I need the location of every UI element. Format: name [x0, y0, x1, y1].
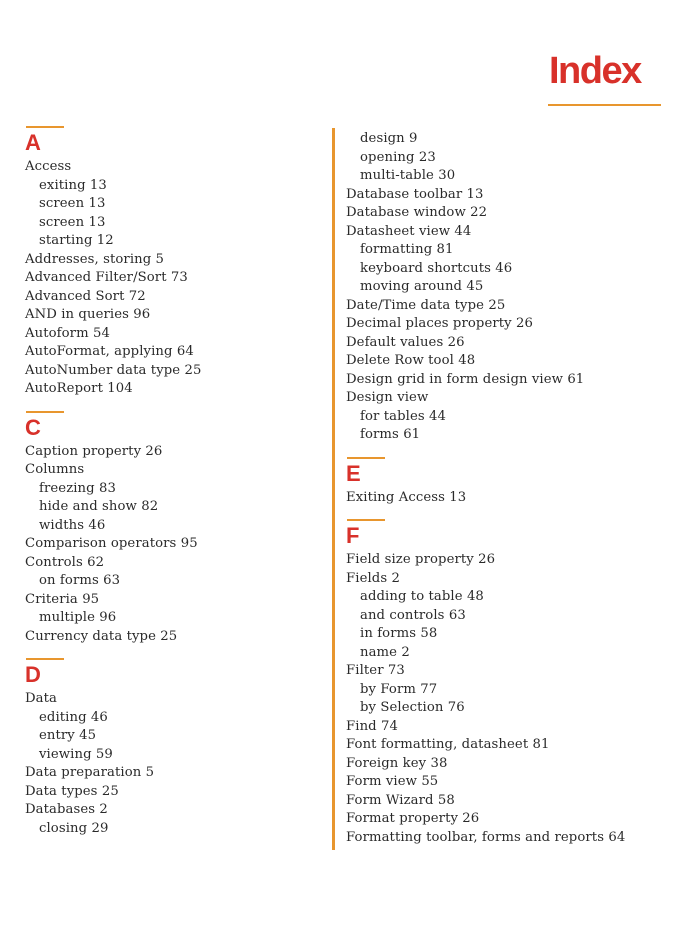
section-rule	[26, 658, 64, 660]
section-e	[346, 457, 666, 508]
index-entry: Advanced Sort 72	[25, 288, 146, 304]
index-entry: Addresses, storing 5	[25, 251, 165, 267]
index-subentry: multiple 96	[39, 610, 117, 625]
index-entry: Columns	[25, 462, 85, 477]
index-subentry: starting 12	[39, 233, 114, 248]
index-subentry: screen 13	[39, 196, 106, 211]
index-entry: AutoReport 104	[25, 381, 133, 396]
index-subentry: entry 45	[39, 728, 97, 743]
index-entry: AutoNumber data type 25	[25, 362, 202, 378]
index-entry: AND in queries 96	[25, 307, 151, 322]
index-entry: Foreign key 38	[346, 755, 448, 771]
index-subentry: on forms 63	[39, 573, 121, 588]
index-subentry: viewing 59	[39, 746, 113, 762]
index-entry: Exiting Access 13	[346, 489, 467, 505]
index-entry: Advanced Filter/Sort 73	[25, 270, 188, 285]
index-subentry: forms 61	[360, 427, 421, 442]
left-column	[25, 126, 315, 838]
index-entry: Font formatting, datasheet 81	[346, 737, 550, 752]
index-entry: Access	[25, 159, 72, 174]
index-entry: Fields 2	[346, 570, 400, 586]
index-entry: Data preparation 5	[25, 765, 155, 780]
section-d	[25, 658, 315, 838]
index-subentry: editing 46	[39, 709, 108, 725]
index-entry: Form view 55	[346, 774, 439, 789]
index-entry: Design grid in form design view 61	[346, 371, 585, 387]
index-subentry: formatting 81	[360, 242, 454, 257]
index-entry: Currency data type 25	[25, 628, 178, 644]
index-entry: Form Wizard 58	[346, 792, 455, 808]
title-underline	[548, 104, 661, 106]
index-entry: Decimal places property 26	[346, 316, 533, 331]
index-subentry: design 9	[360, 131, 418, 146]
index-entry: Criteria 95	[25, 591, 100, 607]
index-entry: Data	[25, 691, 57, 706]
index-entry: Formatting toolbar, forms and reports 64	[346, 829, 626, 845]
index-entry: Find 74	[346, 718, 398, 734]
section-rule	[347, 457, 385, 459]
index-entry: Format property 26	[346, 811, 480, 826]
index-entry: Delete Row tool 48	[346, 353, 476, 368]
index-entry: Default values 26	[346, 334, 465, 350]
right-column	[346, 130, 666, 847]
section-f	[346, 519, 666, 847]
index-entry: Databases 2	[25, 802, 108, 817]
index-entry: Autoform 54	[25, 325, 110, 341]
section-continued	[346, 130, 666, 445]
index-entry: AutoFormat, applying 64	[25, 344, 194, 359]
index-entry: Data types 25	[25, 783, 119, 799]
index-subentry: opening 23	[360, 149, 436, 165]
index-subentry: for tables 44	[360, 408, 446, 424]
index-subentry: moving around 45	[360, 279, 484, 294]
index-subentry: by Form 77	[360, 681, 438, 697]
index-entry: Datasheet view 44	[346, 223, 472, 239]
index-subentry: name 2	[360, 644, 410, 660]
index-subentry: closing 29	[39, 820, 109, 836]
index-entry: Database toolbar 13	[346, 186, 484, 202]
section-c	[25, 411, 315, 647]
page-title: Index	[549, 50, 641, 92]
index-subentry: by Selection 76	[360, 700, 465, 715]
index-entry: Design view	[346, 390, 429, 405]
index-subentry: multi-table 30	[360, 168, 456, 183]
index-entry: Date/Time data type 25	[346, 297, 506, 313]
section-letter: F	[346, 523, 360, 548]
index-entry: Caption property 26	[25, 443, 163, 459]
index-subentry: hide and show 82	[39, 499, 159, 514]
section-letter: C	[25, 414, 41, 440]
section-rule	[26, 411, 64, 413]
index-entry: Filter 73	[346, 663, 405, 678]
section-rule	[26, 126, 64, 128]
index-entry: Field size property 26	[346, 552, 496, 567]
section-letter: D	[25, 662, 41, 687]
index-subentry: in forms 58	[360, 626, 438, 641]
index-subentry: freezing 83	[39, 480, 116, 496]
index-subentry: exiting 13	[39, 177, 107, 193]
section-a	[25, 126, 315, 399]
section-letter: E	[346, 460, 361, 486]
index-subentry: keyboard shortcuts 46	[360, 260, 513, 276]
section-letter: A	[25, 130, 41, 155]
index-entry: Controls 62	[25, 554, 105, 570]
index-entry: Database window 22	[346, 205, 488, 220]
section-rule	[347, 519, 385, 521]
index-subentry: screen 13	[39, 214, 106, 230]
index-subentry: widths 46	[39, 517, 106, 533]
index-subentry: adding to table 48	[360, 589, 484, 604]
index-entry: Comparison operators 95	[25, 536, 198, 551]
index-subentry: and controls 63	[360, 607, 466, 623]
column-divider	[332, 128, 335, 850]
